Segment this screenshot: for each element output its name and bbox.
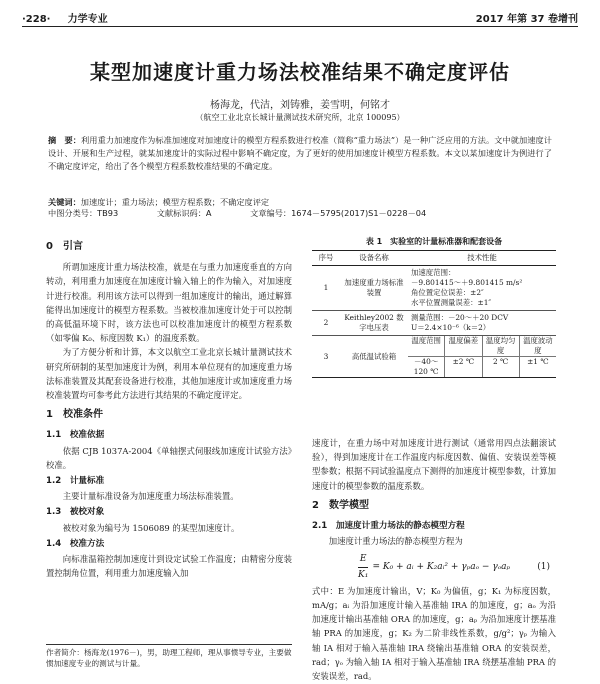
spec-subvalue: ±1 ℃ bbox=[519, 357, 556, 377]
spec-subvalue: －40～120 ℃ bbox=[413, 357, 439, 376]
right-column bbox=[312, 436, 556, 683]
abstract-text: 利用重力加速度作为标准加速度对加速度计的模型方程系数进行校准（简称“重力场法”）是一种广泛应用的方法。文中就加速度计设计、开展和生产过程，就某加速度计的实际过程中影响不确定度，为了更好的使用加速度计模型方程系数。本文以某加速度计为例进行了不确定度评定，给出了各个模型方程系数校准结果的不确定度。 bbox=[48, 135, 552, 171]
keywords-text: 加速度计；重力场法；模型方程系数；不确定度评定 bbox=[80, 197, 270, 207]
section-0-title: 0 引言 bbox=[46, 241, 83, 252]
subsection-1-4-title: 1.4 校准方法 bbox=[46, 538, 105, 549]
subsection-1-2-text: 主要计量标准设备为加速度重力场法标准装置。 bbox=[62, 491, 239, 502]
subsection-1-1-title: 1.1 校准依据 bbox=[46, 430, 105, 441]
subsection-2-1-title: 2.1 加速度计重力场法的静态模型方程 bbox=[312, 521, 465, 532]
equation-denominator: K₁ bbox=[357, 569, 369, 580]
clc-number: 中图分类号：TB93 bbox=[48, 208, 119, 218]
device-name: 加速度重力场标准装置 bbox=[340, 266, 408, 311]
paper-title: 某型加速度计重力场法校准结果不确定度评估 bbox=[90, 60, 510, 84]
abstract-label: 摘 要： bbox=[48, 135, 82, 145]
subsection-1-3-text: 被校对象为编号为 1506089 的某型加速度计。 bbox=[62, 522, 240, 533]
row-number: 1 bbox=[312, 266, 340, 311]
table-header-cell: 技术性能 bbox=[408, 251, 556, 266]
spec-subheader: 温度范围 bbox=[411, 336, 441, 345]
table-header-cell: 序号 bbox=[312, 251, 340, 266]
journal-section: 力学专业 bbox=[67, 14, 108, 25]
intro-paragraph-1: 所谓加速度计重力场法校准，就是在与重力加速度垂直的方向转动，利用重力加速度在加速度计输入轴上的作为输入，对加速度计进行校准。利用该方法可以得到一组加速度计的输出，通过解算能得出加速度计的模型方程系数。当被校准加速度计处于可以控制的高低温环境下时，该方法也可以校准加速度计的模型方程系数（如零偏 K₀、标度因数 K₁）的温度系数。 bbox=[46, 262, 292, 344]
left-column bbox=[46, 234, 292, 580]
spec-line: 加速度范围： bbox=[411, 268, 456, 277]
running-header bbox=[22, 8, 578, 24]
spec-line: －9.801415～＋9.801415 m/s² bbox=[411, 278, 523, 287]
page-number: ·228· bbox=[22, 14, 51, 25]
authors: 杨海龙，代洁，刘铸雅，姜雪明，何铭才 bbox=[210, 100, 390, 111]
subsection-1-3-title: 1.3 被校对象 bbox=[46, 507, 105, 518]
spec-line: 测量范围：－20～＋20 DCV bbox=[411, 313, 509, 322]
row-number: 2 bbox=[312, 311, 340, 336]
spec-line: 角位置定位误差：±2″ bbox=[411, 288, 484, 297]
author-footnote: 作者简介：杨海龙(1976－)，男，助理工程师，理从事惯导专业，主要做惯加速度专业的测试与计量。 bbox=[46, 644, 292, 669]
affiliation: （航空工业北京长城计量测试技术研究所，北京 100095） bbox=[195, 113, 405, 122]
section-2-title: 2 数学模型 bbox=[312, 499, 369, 511]
section-1-title: 1 校准条件 bbox=[46, 409, 103, 421]
equation-numerator: E bbox=[358, 552, 369, 567]
keywords bbox=[48, 196, 552, 208]
table-caption: 表 1 实验室的计量标准器和配套设备 bbox=[365, 237, 503, 246]
keywords-label: 关键词： bbox=[48, 197, 81, 207]
subsection-1-4-text: 向标准温箱控制加速度计到设定试验工作温度；由精密分度装置控制角位置，利用重力加速度输入加 bbox=[46, 554, 292, 579]
spec-subheader: 温度均匀度 bbox=[482, 336, 519, 356]
spec-subvalue: ±2 ℃ bbox=[444, 357, 481, 377]
equation-number: (1) bbox=[537, 562, 550, 573]
subsection-1-2-title: 1.2 计量标准 bbox=[46, 476, 105, 487]
table-row bbox=[312, 311, 556, 336]
spec-line: U＝2.4×10⁻⁶（k＝2） bbox=[411, 323, 491, 332]
equation-definitions: 式中：E 为加速度计输出，V；K₀ 为偏值，g；K₁ 为标度因数，mA/g；aᵢ 为沿加速度计输入基准轴 IRA 的加速度，g；aₒ 为沿加速度计输出基准轴 ORA 的加速度，g；aₚ 为沿加速度计摆基准轴 PRA 的加速度，g；K₂ 为二阶非线性系数，g/g²；γₚ 为输入轴 IA 相对于输入基准轴 IRA 绕输出基准轴 ORA 的安装误差，rad；γₒ 为输入轴 IA 相对于输入基准轴 IRA 绕摆基准轴 PRA 的安装误差，rad。 bbox=[312, 585, 556, 682]
table-row bbox=[312, 266, 556, 311]
device-spec bbox=[408, 266, 556, 311]
spec-line: 水平位置测量误差：±1″ bbox=[411, 298, 492, 307]
equation-rhs: = K₀ + aᵢ + K₂aᵢ² + γₚaₒ − γₒaₚ bbox=[372, 562, 511, 573]
spec-subvalue: 2 ℃ bbox=[482, 357, 519, 377]
document-code: 文献标识码：A bbox=[156, 208, 212, 218]
abstract bbox=[48, 134, 552, 173]
spec-subheader: 温度偏差 bbox=[444, 336, 481, 356]
intro-paragraph-2: 为了方便分析和计算，本文以航空工业北京长城计量测试技术研究所研制的某型加速度计为例，利用本单位现有的加速度重力场法标准装置及其配套设备进行校准，其他加速度计或加速度重力场校准装置均可参考此方法进行其结果的不确定度评定。 bbox=[46, 347, 292, 401]
right-paragraph-1: 速度计，在重力场中对加速度计进行测试（通常用四点法翻滚试验），得到加速度计在工作温度内标度因数、偏值、安装误差等模型参数；根据不同试验温度点下测得的加速度计模型参数，计算加速度计的模型参数的温度系数。 bbox=[312, 438, 556, 491]
device-spec bbox=[408, 311, 556, 336]
device-name: Keithley2002 数字电压表 bbox=[340, 311, 408, 336]
device-spec bbox=[408, 336, 556, 378]
classification-line bbox=[48, 208, 552, 219]
article-number: 文章编号：1674－5795(2017)S1－0228－04 bbox=[250, 208, 427, 218]
table-header-row bbox=[312, 251, 556, 266]
table-row bbox=[312, 336, 556, 378]
spec-subheader: 温度波动度 bbox=[519, 336, 556, 356]
device-name: 高低温试验箱 bbox=[340, 336, 408, 378]
equipment-table bbox=[312, 250, 556, 378]
journal-issue: 2017 年第 37 卷增刊 bbox=[475, 14, 578, 25]
row-number: 3 bbox=[312, 336, 340, 378]
header-rule bbox=[22, 26, 578, 27]
table-header-cell: 设备名称 bbox=[340, 251, 408, 266]
equation-1 bbox=[312, 552, 556, 581]
subsection-2-1-lead: 加速度计重力场法的静态模型方程为 bbox=[328, 536, 463, 547]
subsection-1-1-text: 依据 CJB 1037A-2004《单轴摆式伺服线加速度计试验方法》校准。 bbox=[46, 445, 292, 470]
